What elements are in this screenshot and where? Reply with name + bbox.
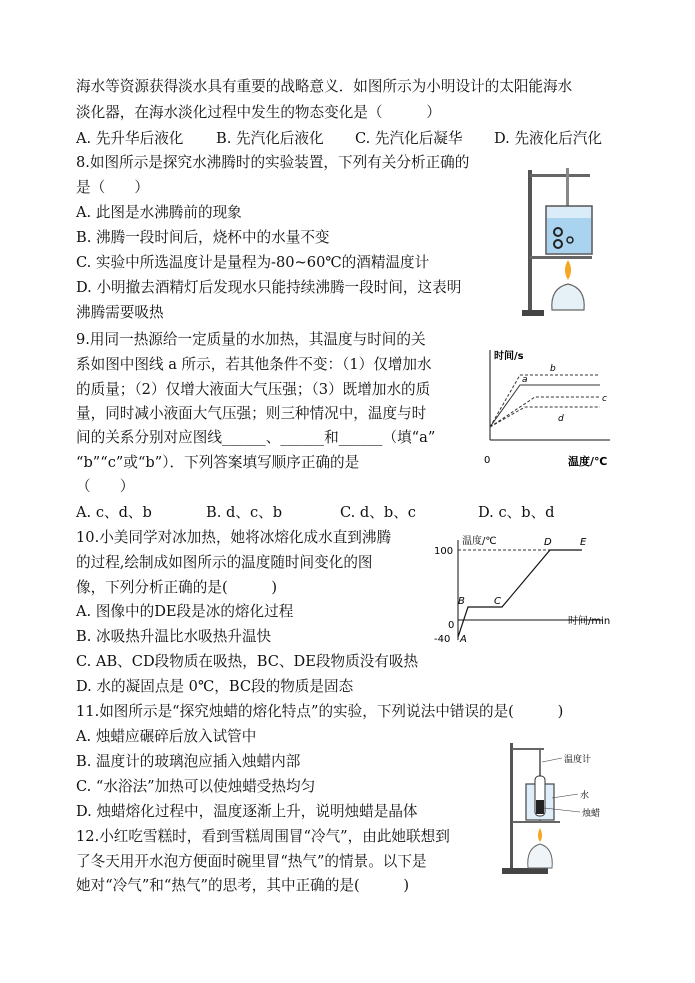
clamp-arm — [512, 748, 544, 750]
water-leader-line — [552, 794, 578, 798]
stand-base — [522, 310, 544, 316]
q9-y-label: 时间/s — [494, 351, 524, 362]
q10-graph — [432, 530, 627, 648]
wax-melting-figure — [500, 738, 610, 878]
flame — [565, 260, 571, 280]
q9-graph — [480, 345, 620, 470]
q9-stem-5: 间的关系分别对应图线______、______和______（填“a” — [76, 429, 436, 446]
q9-option-a: A. c、d、b — [76, 504, 152, 521]
intro-line-2: 淡化器，在海水淡化过程中发生的物态变化是（ ） — [76, 104, 441, 121]
q12-stem-3: 她对“冷气”和“热气”的思考，其中正确的是( ) — [76, 877, 410, 894]
q9-curve-c-line — [490, 397, 600, 427]
q9-curve-c-label: c — [602, 394, 607, 404]
q8-stem-2: 是（ ） — [76, 179, 149, 196]
intro-line-1: 海水等资源获得淡水具有重要的战略意义．如图所示为小明设计的太阳能海水 — [76, 78, 573, 95]
q12-stem-2: 了冬天用开水泡方便面时碗里冒“热气”的情景。以下是 — [76, 853, 427, 870]
q10-point-d: D — [544, 537, 552, 548]
q11-option-b: B. 温度计的玻璃泡应插入烛蜡内部 — [76, 753, 301, 770]
q8-option-d-2: 沸腾需要吸热 — [76, 304, 164, 321]
q9-curve-d-label: d — [558, 414, 564, 424]
q9-stem-4: 量，同时减小液面大气压强；则三种情况中，温度与时 — [76, 405, 427, 422]
q10-stem-2: 的过程,绘制成如图所示的温度随时间变化的图 — [76, 554, 373, 571]
intro-option-b: B. 先汽化后液化 — [216, 130, 324, 147]
q9-stem-6: “b”“c”或“b”）．下列答案填写顺序正确的是 — [76, 454, 360, 471]
intro-option-a: A. 先升华后液化 — [76, 130, 184, 147]
support-ring — [530, 256, 592, 259]
q12-stem-1: 12.小红吃雪糕时，看到雪糕周围冒“冷气”，由此她联想到 — [76, 828, 450, 845]
alcohol-lamp — [528, 844, 553, 868]
q10-option-d: D. 水的凝固点是 0℃，BC段的物质是固态 — [76, 678, 354, 695]
wax-sample — [536, 800, 544, 814]
q9-origin: 0 — [484, 455, 491, 466]
q9-stem-3: 的质量；（2）仅增大液面大气压强；（3）既增加水的质 — [76, 381, 431, 398]
q10-stem-3: 像，下列分析正确的是( ) — [76, 579, 278, 596]
q9-option-d: D. c、b、d — [478, 504, 555, 521]
intro-option-c: C. 先汽化后凝华 — [355, 130, 463, 147]
q9-curve-d-line — [490, 407, 600, 427]
q10-point-c: C — [494, 596, 501, 607]
q10-option-b: B. 冰吸热升温比水吸热升温快 — [76, 628, 272, 645]
q10-point-a: A — [460, 634, 467, 645]
stand-base — [502, 868, 548, 874]
q8-option-c: C. 实验中所选温度计是量程为-80~60℃的酒精温度计 — [76, 254, 430, 271]
q9-curve-a-label: a — [522, 375, 528, 385]
q8-stem-1: 8.如图所示是探究水沸腾时的实验装置，下列有关分析正确的 — [76, 154, 470, 171]
q9-x-label: 温度/℃ — [568, 455, 608, 468]
q9-option-b: B. d、c、b — [206, 504, 283, 521]
q9-stem-7: （ ） — [76, 478, 135, 495]
stand-rod — [528, 170, 532, 315]
boiling-apparatus-figure — [522, 160, 602, 320]
q10-y-top-tick: 100 — [434, 546, 454, 557]
q9-option-c: C. d、b、c — [340, 504, 416, 521]
ring-arm — [512, 821, 560, 823]
q10-y-label: 温度/℃ — [462, 536, 497, 547]
alcohol-lamp — [552, 284, 584, 310]
q9-stem-2: 系如图中图线 a 所示，若其他条件不变：（1）仅增加水 — [76, 356, 432, 373]
q10-stem-1: 10.小美同学对冰加热，她将冰熔化成水直到沸腾 — [76, 529, 392, 546]
q9-curve-b-line — [490, 375, 600, 427]
thermometer-leader-line — [542, 758, 562, 762]
water-label: 水 — [580, 791, 590, 801]
q9-stem-1: 9.用同一热源给一定质量的水加热，其温度与时间的关 — [76, 331, 426, 348]
q9-curve-b-label: b — [550, 364, 556, 374]
wax-label: 烛蜡 — [582, 809, 601, 819]
q8-option-b: B. 沸腾一段时间后，烧杯中的水量不变 — [76, 229, 330, 246]
clamp-arm — [530, 174, 590, 177]
q11-option-c: C. “水浴法”加热可以使烛蜡受热均匀 — [76, 778, 316, 795]
q10-point-b: B — [458, 596, 465, 607]
q10-point-e: E — [580, 537, 587, 548]
q9-curve-a-line — [490, 385, 600, 427]
q10-curve — [458, 550, 582, 637]
q11-option-a: A. 烛蜡应碾碎后放入试管中 — [76, 728, 257, 745]
flame — [538, 828, 542, 842]
q10-x-label: 时间/min — [568, 616, 611, 627]
q10-option-a: A. 图像中的DE段是冰的熔化过程 — [76, 603, 294, 620]
beaker-water — [547, 218, 591, 253]
q10-option-c: C. AB、CD段物质在吸热，BC、DE段物质没有吸热 — [76, 653, 419, 670]
q11-stem: 11.如图所示是“探究烛蜡的熔化特点”的实验，下列说法中错误的是( ) — [76, 703, 564, 720]
q11-option-d: D. 烛蜡熔化过程中，温度逐渐上升，说明烛蜡是晶体 — [76, 803, 418, 820]
stand-rod — [510, 743, 513, 873]
q8-option-a: A. 此图是水沸腾前的现象 — [76, 204, 242, 221]
q8-option-d-1: D. 小明撤去酒精灯后发现水只能持续沸腾一段时间，这表明 — [76, 279, 462, 296]
q10-y-bottom-tick: -40 — [434, 634, 451, 645]
intro-option-d: D. 先液化后汽化 — [494, 130, 603, 147]
thermometer-label: 温度计 — [564, 755, 592, 765]
q10-origin: 0 — [448, 620, 455, 631]
